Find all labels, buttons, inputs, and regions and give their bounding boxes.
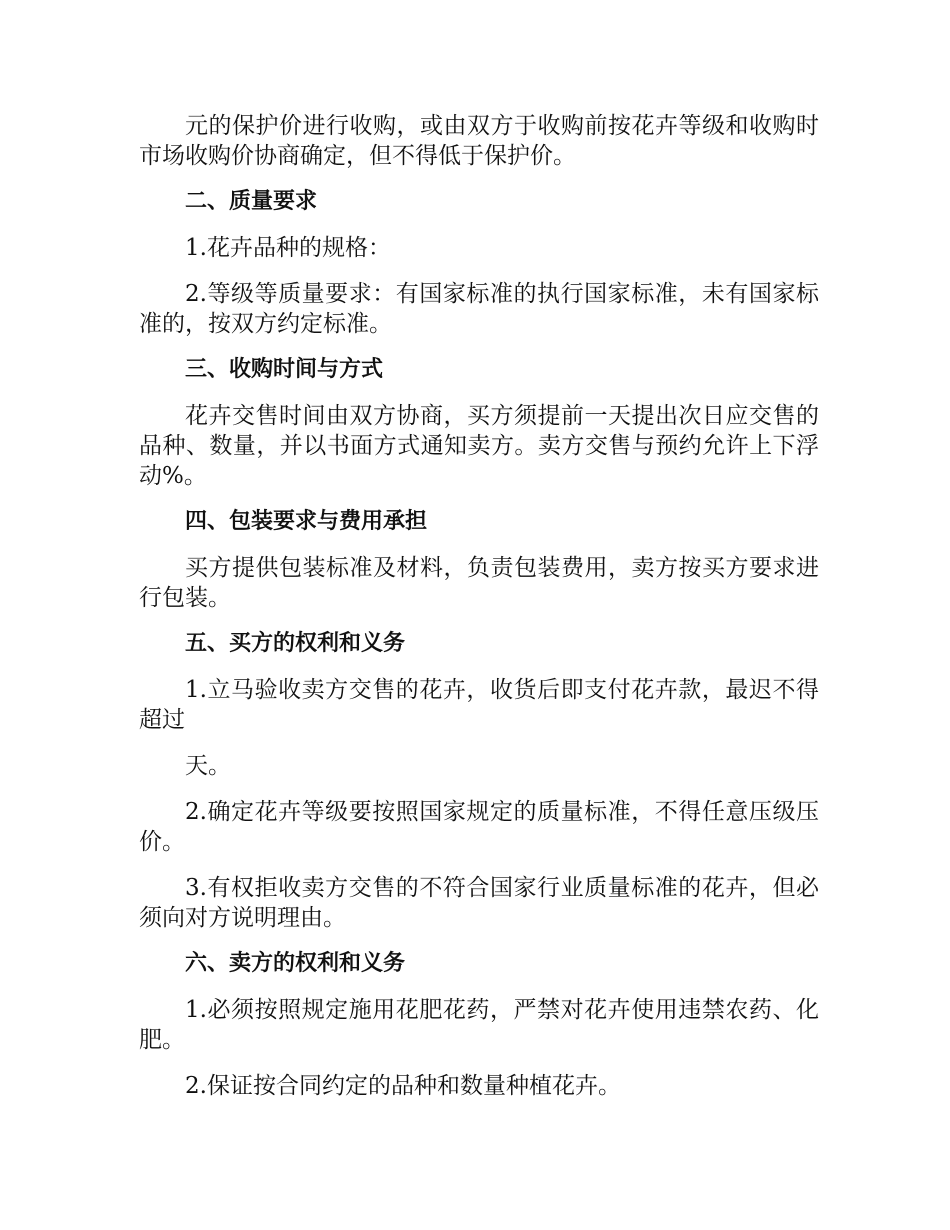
paragraph-seller-item-2: 2.保证按合同约定的品种和数量种植花卉。 [185,1073,621,1099]
section-heading-packaging: 四、包装要求与费用承担 [185,509,428,534]
paragraph-buyer-item-1-days: 天。 [185,753,231,779]
paragraph-grade-quality: 2.等级等质量要求：有国家标准的执行国家标准，未有国家标准的，按双方约定标准。 [139,281,819,337]
paragraph-protection-price: 元的保护价进行收购，或由双方于收购前按花卉等级和收购时市场收购价协商确定，但不得低于保护价。 [139,113,819,169]
section-heading-buyer-rights: 五、买方的权利和义务 [185,631,406,656]
document-body [139,111,819,1117]
section-heading-seller-rights: 六、卖方的权利和义务 [185,951,406,976]
paragraph-buyer-item-1: 1.立马验收卖方交售的花卉，收货后即支付花卉款，最迟不得超过 [139,677,819,733]
paragraph-buyer-item-2: 2.确定花卉等级要按照国家规定的质量标准，不得任意压级压价。 [139,799,819,855]
paragraph-variety-spec: 1.花卉品种的规格： [185,235,391,261]
paragraph-packaging: 买方提供包装标准及材料，负责包装费用，卖方按买方要求进行包装。 [139,555,819,611]
paragraph-buyer-item-3: 3.有权拒收卖方交售的不符合国家行业质量标准的花卉，但必须向对方说明理由。 [139,875,819,931]
section-heading-purchase-time: 三、收购时间与方式 [185,357,384,382]
paragraph-sale-time: 花卉交售时间由双方协商，买方须提前一天提出次日应交售的品种、数量，并以书面方式通知卖方。卖方交售与预约允许上下浮动%。 [139,403,819,489]
paragraph-seller-item-1: 1.必须按照规定施用花肥花药，严禁对花卉使用违禁农药、化肥。 [139,997,819,1053]
section-heading-quality: 二、质量要求 [185,189,318,214]
